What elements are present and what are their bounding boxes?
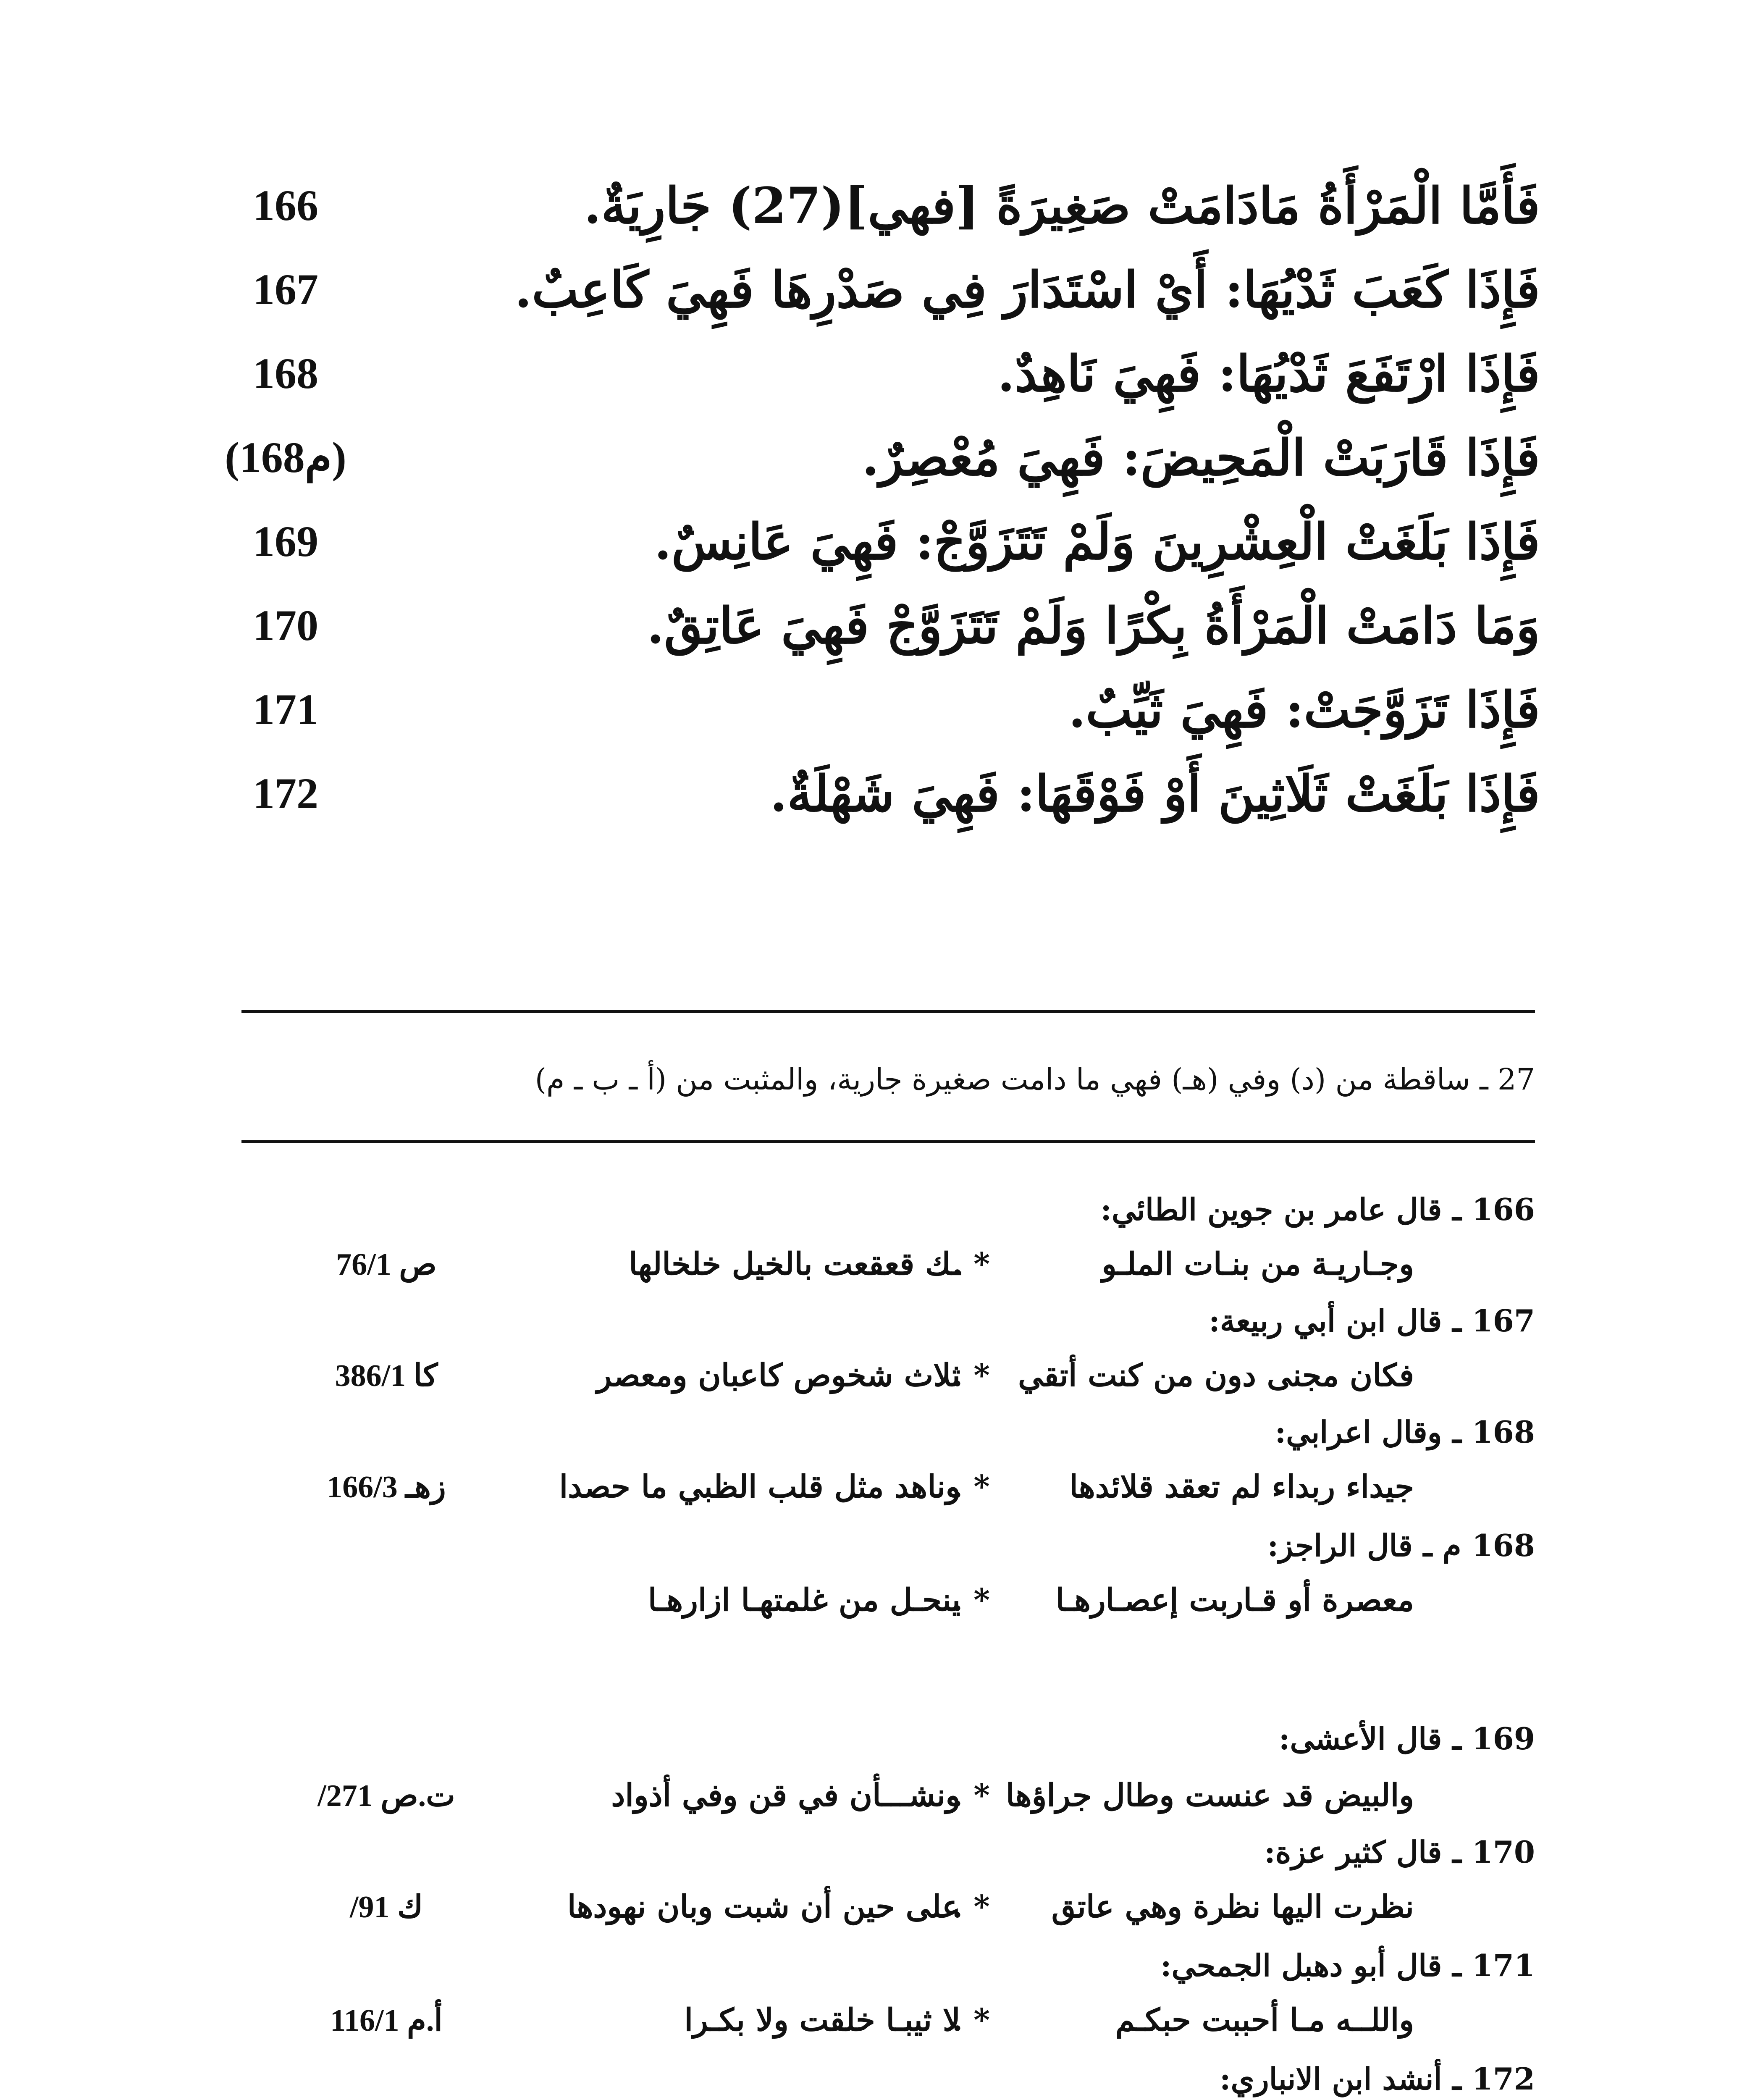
main-line bbox=[0, 416, 1750, 500]
verse-separator: * . bbox=[952, 1582, 990, 1618]
verse-line bbox=[490, 1462, 1414, 1512]
line-number: 169 bbox=[253, 517, 318, 566]
main-line-text: فَأَمَّا الْمَرْأَةُ مَادَامَتْ صَغِيرَةً [فهي](27) جَارِيَةٌ. bbox=[584, 176, 1540, 235]
main-line bbox=[0, 248, 1750, 332]
source-heading: 167 ـ قال ابن أبي ربيعة: bbox=[1209, 1303, 1535, 1339]
verse-separator: * . bbox=[952, 1357, 990, 1394]
verse-hemistich: نظرت اليها نظرة وهي عاتق bbox=[1051, 1889, 1414, 1925]
divider-rule bbox=[241, 1010, 1535, 1013]
source-heading: 169 ـ قال الأعشى: bbox=[1278, 1721, 1535, 1756]
verse-hemistich: وناهد مثل قلب الظبي ما حصدا bbox=[559, 1469, 960, 1505]
source-reference: كا 386/1 bbox=[335, 1359, 438, 1393]
verse-separator: * . bbox=[952, 1777, 990, 1814]
verse-hemistich: لا ثيبـا خلقت ولا بكـرا bbox=[684, 2002, 960, 2038]
main-line bbox=[0, 584, 1750, 668]
main-line bbox=[0, 752, 1750, 836]
verse-separator: * . bbox=[952, 1246, 990, 1282]
main-line-text: فَإِذَا بَلَغَتْ الْعِشْرِينَ وَلَمْ تَتَزَوَّجْ: فَهِيَ عَانِسٌ. bbox=[654, 512, 1540, 571]
verse-separator: * . bbox=[952, 1469, 990, 1505]
source-heading: 171 ـ قال أبو دهبل الجمحي: bbox=[1160, 1948, 1535, 1983]
main-line bbox=[0, 164, 1750, 248]
line-number: (168م) bbox=[225, 433, 346, 482]
main-line-text: فَإِذَا تَزَوَّجَتْ: فَهِيَ ثَيِّبٌ. bbox=[1068, 680, 1540, 739]
source-heading: 166 ـ قال عامر بن جوين الطائي: bbox=[1100, 1192, 1535, 1227]
main-line bbox=[0, 500, 1750, 584]
source-heading: 172 ـ أنشد ابن الانباري: bbox=[1219, 2061, 1535, 2097]
main-line-text: وَمَا دَامَتْ الْمَرْأَةُ بِكْرًا وَلَمْ تَتَزَوَّجْ فَهِيَ عَاتِقٌ. bbox=[647, 596, 1540, 655]
verse-hemistich: والبيض قد عنست وطال جراؤها bbox=[1006, 1777, 1414, 1814]
verse-hemistich: معصرة أو قـاربت إعصـارهـا bbox=[1055, 1582, 1414, 1618]
main-line-text: فَإِذَا كَعَبَ ثَدْيُهَا: أَيْ اسْتَدَارَ فِي صَدْرِهَا فَهِيَ كَاعِبٌ. bbox=[514, 260, 1540, 319]
verse-hemistich: ونشـــأن في قن وفي أذواد bbox=[611, 1777, 960, 1814]
line-number: 171 bbox=[253, 685, 318, 734]
verse-hemistich: وجـاريـة من بنـات الملـو bbox=[1102, 1246, 1414, 1282]
source-reference: أ.م 116/1 bbox=[330, 2003, 443, 2038]
main-line-text: فَإِذَا ارْتَفَعَ ثَدْيُهَا: فَهِيَ نَاهِدٌ. bbox=[997, 344, 1540, 403]
source-reference: ت.ص 271/ bbox=[317, 1779, 455, 1813]
source-reference: زهـ 166/3 bbox=[327, 1470, 446, 1504]
verse-hemistich: ـك قعقعت بالخيل خلخالها bbox=[629, 1246, 960, 1282]
verse-hemistich: على حين أن شبت وبان نهودها bbox=[567, 1889, 960, 1925]
source-heading: 168 م ـ قال الراجز: bbox=[1267, 1528, 1535, 1563]
verse-line bbox=[490, 1575, 1414, 1625]
line-number: 168 bbox=[253, 349, 318, 398]
footnote: 27 ـ ساقطة من (د) وفي (هـ) فهي ما دامت صغيرة جارية، والمثبت من (أ ـ ب ـ م) bbox=[535, 1062, 1535, 1097]
main-line bbox=[0, 332, 1750, 416]
verse-line bbox=[490, 1995, 1414, 2045]
verse-separator: * . bbox=[952, 1889, 990, 1925]
main-line-text: فَإِذَا بَلَغَتْ ثَلَاثِينَ أَوْ فَوْقَهَا: فَهِيَ شَهْلَةٌ. bbox=[770, 764, 1540, 823]
verse-hemistich: ينحـل من غلمتهـا ازارهـا bbox=[648, 1582, 960, 1618]
source-reference: ك 91/ bbox=[349, 1890, 423, 1924]
source-heading: 170 ـ قال كثير عزة: bbox=[1264, 1834, 1535, 1870]
main-line bbox=[0, 668, 1750, 752]
verse-hemistich: جيداء ربداء لم تعقد قلائدها bbox=[1069, 1469, 1414, 1505]
line-number: 172 bbox=[253, 769, 318, 818]
verse-line bbox=[490, 1882, 1414, 1932]
source-reference: ص 76/1 bbox=[336, 1247, 437, 1282]
verse-hemistich: فكان مجنى دون من كنت أتقي bbox=[1018, 1357, 1414, 1394]
verse-hemistich: ثلاث شخوص كاعبان ومعصر bbox=[596, 1357, 960, 1394]
source-heading: 168 ـ وقال اعرابي: bbox=[1275, 1414, 1535, 1450]
main-line-text: فَإِذَا قَارَبَتْ الْمَحِيضَ: فَهِيَ مُعْصِرٌ. bbox=[862, 428, 1540, 487]
verse-line bbox=[490, 1770, 1414, 1821]
verse-line bbox=[490, 1239, 1414, 1289]
verse-line bbox=[490, 1350, 1414, 1401]
line-number: 167 bbox=[253, 265, 318, 314]
divider-rule bbox=[241, 1140, 1535, 1143]
verse-hemistich: واللــه مـا أحببت حبكـم bbox=[1115, 2002, 1414, 2038]
line-number: 166 bbox=[253, 181, 318, 230]
verse-separator: * . bbox=[952, 2002, 990, 2038]
line-number: 170 bbox=[253, 601, 318, 650]
